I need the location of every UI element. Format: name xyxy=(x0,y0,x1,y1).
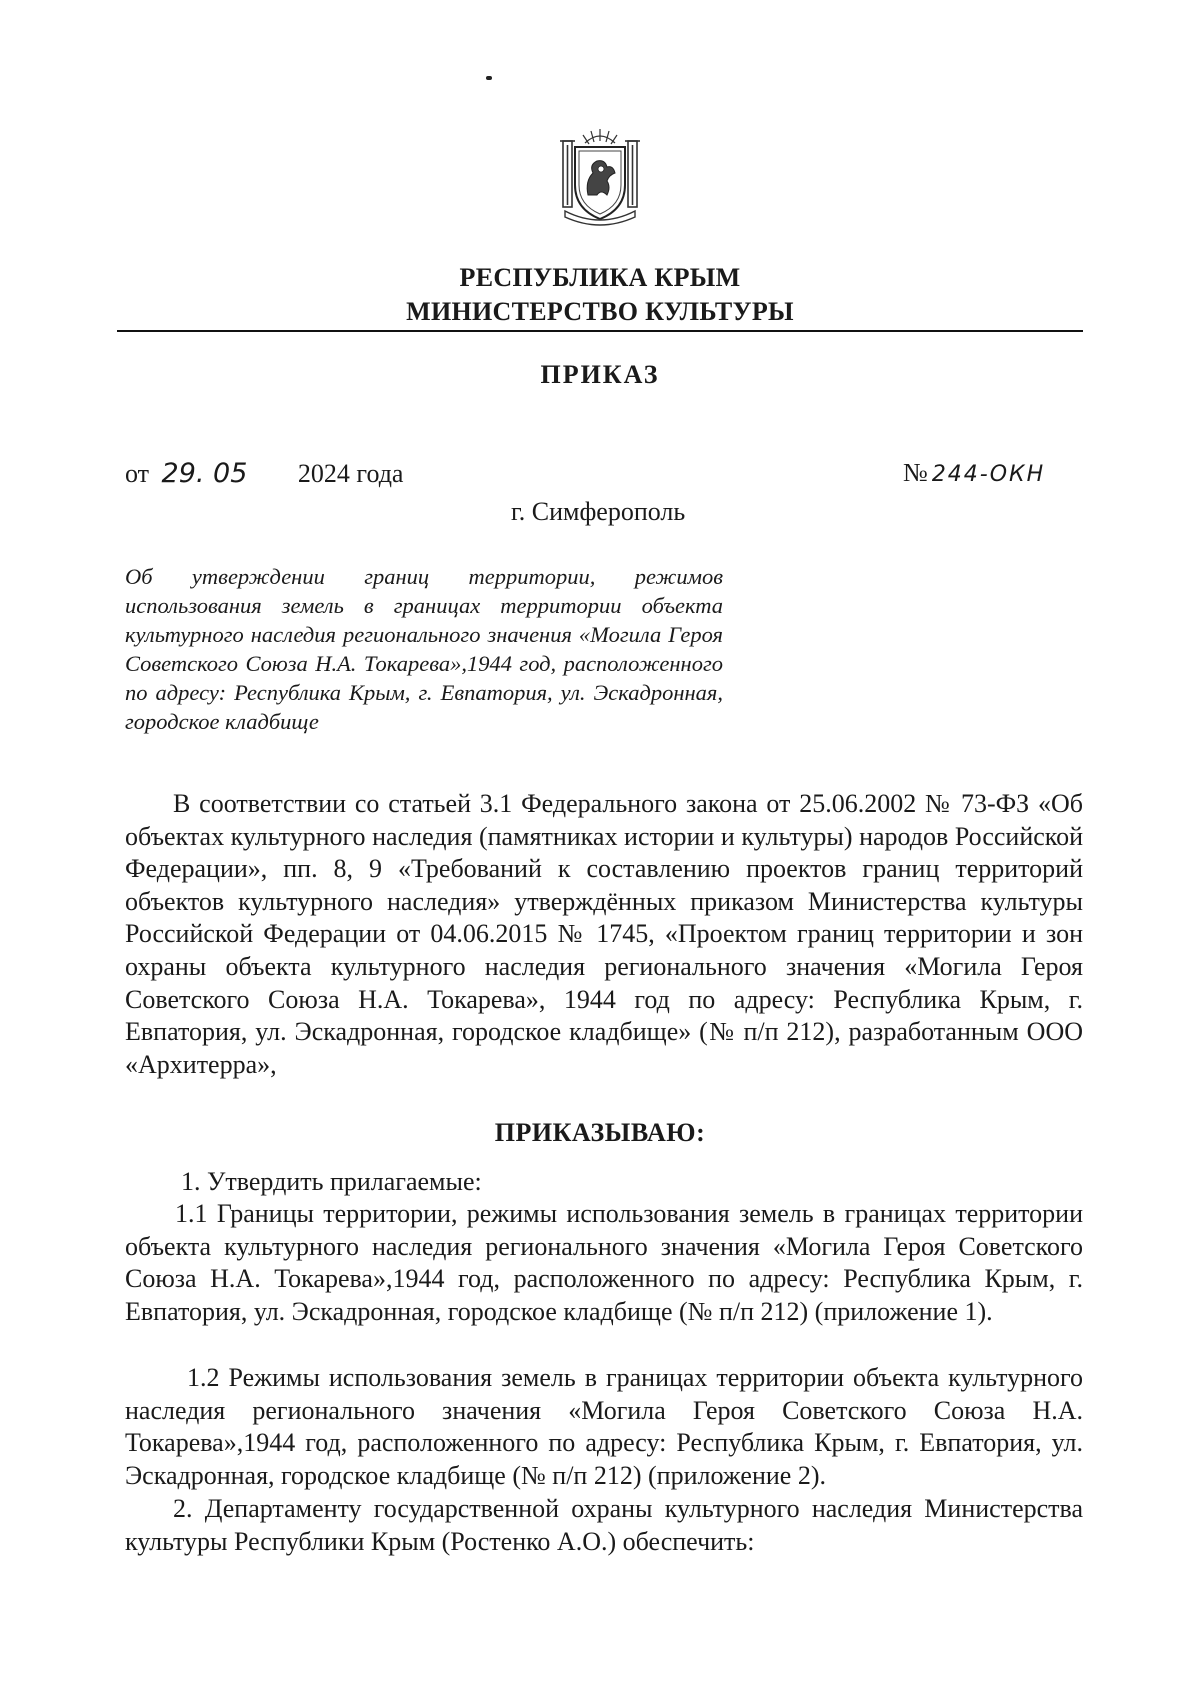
scan-speck xyxy=(486,76,492,80)
item-1-2: 1.2 Режимы использования земель в границах территории объекта культурного наследия регионального значения «Могила Героя Советского Союза Н.А. Токарева»,1944 год, расположенного по адресу: Республика Крым, г. Евпатория, ул. Эскадронная, городское кладбище (№ п/п 212) (приложение 2). xyxy=(125,1363,1083,1490)
item-1-1: 1.1 Границы территории, режимы использования земель в границах территории объекта культурного наследия регионального значения «Могила Героя Советского Союза Н.А. Токарева»,1944 год, расположенного по адресу: Республика Крым, г. Евпатория, ул. Эскадронная, городское кладбище (№ п/п 212) (приложение 1). xyxy=(125,1199,1083,1326)
header-republic: РЕСПУБЛИКА КРЫМ xyxy=(459,263,741,292)
number-handwritten: 244-ОКН xyxy=(931,462,1046,487)
crimea-coat-of-arms-icon xyxy=(555,125,645,231)
header-divider xyxy=(117,330,1083,332)
order-city: г. Симферополь xyxy=(511,497,686,526)
date-prefix: от xyxy=(125,459,150,488)
order-word: ПРИКАЗЫВАЮ: xyxy=(494,1118,706,1147)
preamble-paragraph: В соответствии со статьей 3.1 Федерального закона от 25.06.2002 № 73-ФЗ «Об объектах культурного наследия (памятниках истории и культуры) народов Российской Федерации», пп. 8, 9 «Требований к составлению проектов границ территорий объектов культурного наследия» утверждённых приказом Министерства культуры Российской Федерации от 04.06.2015 № 1745, «Проектом границ территории и зон охраны объекта культурного наследия регионального значения «Могила Героя Советского Союза Н.А. Токарева», 1944 год по адресу: Республика Крым, г. Евпатория, ул. Эскадронная, городское кладбище» (№ п/п 212), разработанным ООО «Архитерра», xyxy=(125,789,1083,1079)
order-number xyxy=(903,458,1045,488)
header-ministry: МИНИСТЕРСТВО КУЛЬТУРЫ xyxy=(406,297,794,326)
date-handwritten: 29. 05 xyxy=(161,458,248,489)
date-year: 2024 года xyxy=(297,459,404,488)
number-prefix: № xyxy=(903,458,928,487)
item-1: 1. Утвердить прилагаемые: xyxy=(181,1167,482,1196)
document-type-title: ПРИКАЗ xyxy=(540,360,660,389)
item-2: 2. Департаменту государственной охраны культурного наследия Министерства культуры Республики Крым (Ростенко А.О.) обеспечить: xyxy=(125,1494,1083,1556)
order-date xyxy=(125,458,403,489)
order-subject: Об утверждении границ территории, режимов использования земель в границах территории объекта культурного наследия регионального значения «Могила Героя Советского Союза Н.А. Токарева»,1944 год, расположенного по адресу: Республика Крым, г. Евпатория, ул. Эскадронная, городское кладбище xyxy=(125,564,723,734)
